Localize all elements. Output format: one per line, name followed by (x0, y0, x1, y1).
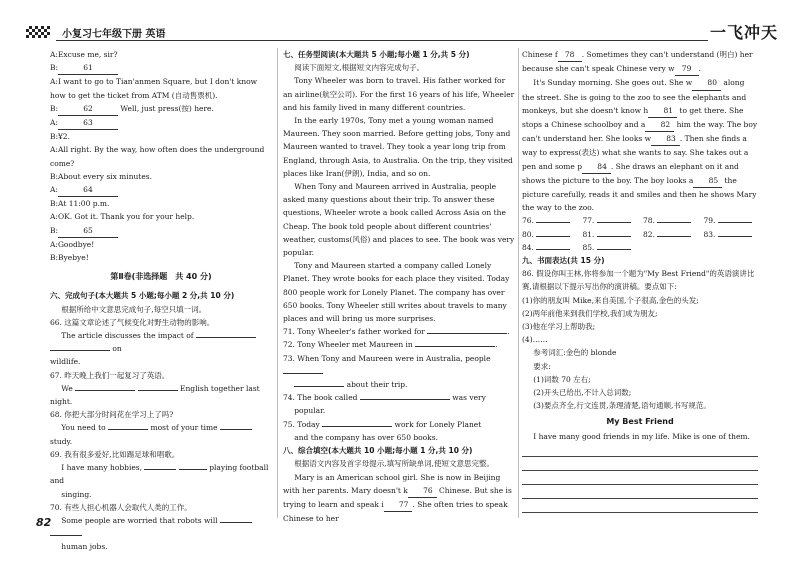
column-left (50, 48, 272, 554)
checker-decoration (26, 26, 50, 38)
q74-cont: popular. (294, 406, 326, 416)
answer-slot[interactable]: 83. (704, 228, 759, 241)
answer-slot[interactable]: 76. (522, 214, 577, 227)
passage-paragraph: Tony Wheeler was born to travel. His father worked for an airline(航空公司). For the first 16 years of his life, Wheeler and his family lived in many different countries. (283, 76, 515, 112)
answer-blank[interactable] (50, 350, 110, 351)
header-rule (56, 40, 708, 41)
q69-chinese: 69. 我有很多爱好,比如踢足球和唱歌。 (50, 449, 180, 459)
writing-point: (4)…… (522, 335, 548, 345)
dialogue-line: A:I want to go to Tian'anmen Square, but I don't know how to get the ticket from ATM (自动售票机). (50, 77, 258, 100)
q73-cont: about their trip. (283, 378, 515, 391)
q66-english: The article discusses the impact of on (50, 329, 272, 355)
answer-slot[interactable]: 85. (583, 241, 638, 254)
page-header (26, 22, 778, 42)
q70-english-cont: human jobs. (61, 542, 108, 552)
dialogue-blank[interactable]: 61 (58, 61, 118, 75)
writing-line[interactable] (522, 487, 758, 499)
q68-chinese: 68. 你把大部分时间花在学习上了吗? (50, 410, 174, 420)
column-middle (283, 48, 515, 525)
answer-blank[interactable] (108, 429, 148, 430)
dialogue-blank[interactable]: 62 (58, 102, 118, 116)
cloze-blank-85[interactable]: 85 (693, 174, 722, 188)
q72: 72. Tony Wheeler met Maureen in . (283, 340, 498, 350)
writing-line[interactable] (522, 459, 758, 471)
q70-english: Some people are worried that robots will (50, 514, 272, 540)
writing-point: (2)两年前他来到我们学校,我们成为朋友; (522, 308, 658, 318)
dialogue-line: A: 63 (50, 116, 272, 130)
writing-line[interactable] (522, 445, 758, 457)
passage-paragraph: When Tony and Maureen arrived in Australia, people asked many questions about their trip. To answer these questions, Wheeler wrote a book called Across Asia on the Cheap. The book told people about different countries' weather, customs(风俗) and places to see. The book was very popular. (283, 182, 515, 258)
dialogue-line: A:Goodbye! (50, 239, 95, 249)
answer-row (522, 228, 758, 241)
answer-blank[interactable] (427, 333, 507, 334)
answer-blank[interactable] (283, 373, 323, 374)
q68-english: You need to most of your time study. (50, 421, 272, 447)
answer-slot[interactable]: 82. (643, 228, 698, 241)
dialogue-line: A:OK. Got it. Thank you for your help. (50, 212, 195, 222)
answer-row (522, 214, 758, 227)
answer-slot[interactable]: 80. (522, 228, 577, 241)
answer-blank[interactable] (50, 535, 82, 536)
dialogue-line: A:Excuse me, sir? (50, 50, 118, 59)
q86-prompt: 86. 假设你叫王林,你将参加一个题为"My Best Friend"的英语演讲比赛,请根据以下提示写出你的演讲稿。要点如下: (522, 269, 755, 292)
cloze-blank-80[interactable]: 80 (692, 76, 721, 90)
requirement: (1)词数 70 左右; (533, 374, 591, 384)
q69-english-cont: singing. (61, 489, 92, 499)
cloze-paragraph: Mary is an American school girl. She is now in Beijing with her parents. Mary doesn't k 76 Chinese. But she is trying to learn and speak i 77 . She often tries to speak Chinese to her (283, 472, 512, 524)
writing-point: (3)他在学习上帮助我; (522, 322, 596, 332)
cloze-blank-81[interactable]: 81 (648, 104, 677, 118)
section7-title: 七、任务型阅读(本大题共 5 小题;每小题 1 分,共 5 分) (283, 50, 470, 59)
answer-blank[interactable] (322, 426, 392, 427)
cloze-blank-83[interactable]: 83 (651, 132, 680, 146)
q70-chinese: 70. 有些人担心机器人会取代人类的工作。 (50, 502, 192, 512)
answer-blank[interactable] (75, 390, 135, 391)
q67-chinese: 67. 昨天晚上我们一起复习了英语。 (50, 370, 170, 380)
q66-chinese: 66. 这篇文章论述了气候变化对野生动物的影响。 (50, 317, 215, 327)
section7-instructions: 阅读下面短文,根据短文内容完成句子。 (294, 63, 425, 73)
section8-title: 八、综合填空(本大题共 10 小题;每小题 1 分,共 10 分) (283, 446, 473, 456)
dialogue-blank[interactable]: 65 (58, 224, 118, 238)
passage-paragraph: In the early 1970s, Tony met a young woman named Maureen. They soon married. Before getting jobs, Tony and Maureen wanted to travel. They took a year long trip from England, through Asia, to Australia. On the trip, they visited places like Iran(伊朗), India, and so on. (283, 116, 513, 178)
answer-slot[interactable]: 78. (643, 214, 698, 227)
column-divider (518, 48, 519, 518)
writing-line[interactable] (522, 501, 758, 513)
dialogue-line: A:All right. By the way, how often does the underground come? (50, 145, 265, 168)
requirement: (3)要点齐全,行文连贯,条理清楚,语句通顺,书写规范。 (533, 401, 711, 411)
answer-slot[interactable]: 84. (522, 241, 577, 254)
essay-opening: I have many good friends in my life. Mike is one of them. (533, 431, 750, 441)
q75: 75. Today work for Lonely Planet (283, 419, 482, 429)
answer-blank[interactable] (138, 390, 178, 391)
writing-line[interactable] (522, 473, 758, 485)
column-right (522, 48, 758, 513)
dialogue-line: A: 64 (50, 183, 272, 197)
section8-instructions: 根据语文内容及首字母提示,填写所缺单词,使短文意思完整。 (294, 459, 495, 469)
requirements-title: 要求: (533, 361, 551, 371)
dialogue-line: B:At 11:00 p.m. (50, 199, 110, 209)
answer-blank[interactable] (360, 399, 450, 400)
q73: 73. When Tony and Maureen were in Australia, people (283, 352, 515, 378)
dialogue-line: B:Byebye! (50, 253, 89, 263)
answer-blank[interactable] (220, 522, 252, 523)
section6-title: 六、完成句子(本大题共 5 小题;每小题 2 分,共 10 分) (50, 291, 235, 301)
essay-title: My Best Friend (606, 417, 674, 427)
answer-slot[interactable]: 81. (583, 228, 638, 241)
answer-row (522, 241, 758, 254)
q66-english-cont: wildlife. (50, 357, 81, 367)
cloze-blank-76[interactable]: 76 (408, 484, 437, 498)
writing-point: (1)你的朋友叫 Mike,来自美国,个子很高,金色的头发; (522, 295, 699, 305)
page-number: 82 (36, 516, 52, 529)
column-divider (277, 48, 278, 518)
requirement: (2)开头已给出,不计入总词数; (533, 388, 632, 398)
dialogue-line: B:About every six minutes. (50, 171, 153, 181)
answer-blank[interactable] (220, 429, 252, 430)
q74: 74. The book called was very (283, 393, 486, 403)
dialogue-line: B: 65 (50, 224, 272, 238)
reference-vocab: 参考词汇:金色的 blonde (533, 348, 617, 358)
part2-title: 第Ⅱ卷(非选择题 共 40 分) (110, 272, 212, 282)
cloze-paragraph: It's Sunday morning. She goes out. She w 80 along the street. She is going to the zoo to see the elephants and monkeys, but she doesn't know h 81 to get there. She stops a Chinese schoolboy and a 82 him the way. The boy can't understand her. She looks w 83 . Then she finds a way to express(表达) what she wants to say. She takes out a pen and some p 84 . She draws an elephant on it and shows the picture to the boy. The boy looks a 85 the picture carefully, reads it and smiles and then he shows Mary the way to the zoo. (522, 78, 758, 213)
dialogue-line: B:¥2. (50, 132, 70, 142)
answer-blank[interactable] (294, 386, 344, 387)
section9-title: 九、书面表达(共 15 分) (522, 256, 605, 266)
section6-instructions: 根据所给中文意思完成句子,每空只填一词。 (61, 304, 207, 314)
dialogue-line: B: 61 (50, 61, 272, 75)
q67-english: We English together last night. (50, 383, 260, 407)
q75-cont: and the company has over 650 books. (294, 432, 438, 442)
cloze-blank-78[interactable]: 78 (558, 48, 582, 62)
cloze-blank-79[interactable]: 79 (675, 62, 699, 76)
brand-logo: 一飞冲天 (709, 23, 778, 42)
q71: 71. Tony Wheeler's father worked for . (283, 327, 510, 337)
answer-blank[interactable] (415, 346, 495, 347)
answer-slot[interactable]: 79. (704, 214, 759, 227)
cloze-blank-84[interactable]: 84 (582, 160, 611, 174)
passage-paragraph: Tony and Maureen started a company called Lonely Planet. They wrote books for each place they visited. Today 800 people work for Lonely Planet. The company has over 650 books. Tony Wheeler still writes about travels to many places and will bring us more surprises. (283, 261, 510, 324)
cloze-blank-82[interactable]: 82 (645, 118, 674, 132)
q69-english: I have many hobbies, playing football and (50, 463, 269, 486)
dialogue-blank[interactable]: 63 (58, 116, 118, 130)
dialogue (50, 48, 272, 264)
answer-blank[interactable] (144, 469, 176, 470)
dialogue-blank[interactable]: 64 (58, 183, 118, 197)
answer-blank[interactable] (196, 337, 256, 338)
answer-blank[interactable] (179, 469, 207, 470)
cloze-paragraph: Chinese f 78 . Sometimes they can't understand (明白) her because she can't speak Chinese very w 79 . (522, 48, 758, 76)
cloze-blank-77[interactable]: 77 (384, 498, 413, 512)
series-title: 小复习七年级下册 英语 (62, 29, 166, 40)
answer-slot[interactable]: 77. (583, 214, 638, 227)
dialogue-line: B: 62 Well, just press(按) here. (50, 102, 272, 116)
